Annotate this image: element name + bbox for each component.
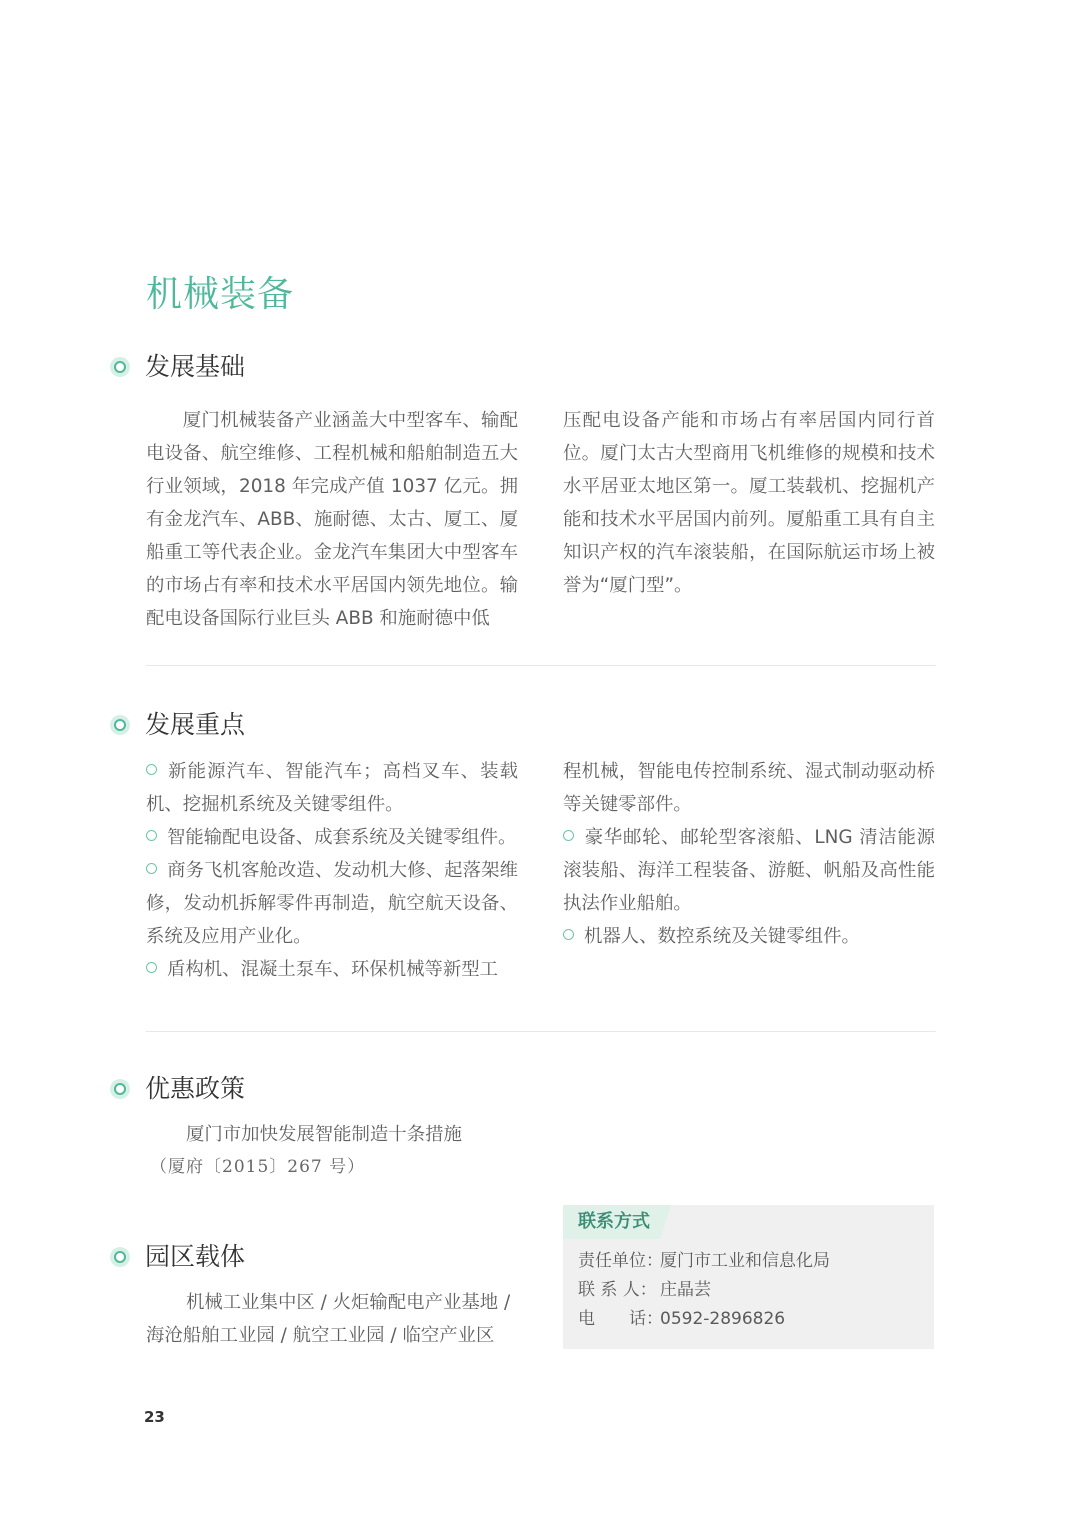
foundation-text-right: 压配电设备产能和市场占有率居国内同行首位。厦门太古大型商用飞机维修的规模和技术水平居亚太地区第一。厦工装载机、挖掘机产能和技术水平居国内前列。厦船重工具有自主知识产权的汽车滚装船，在国际航运市场上被誉为“厦门型”。 (563, 410, 935, 596)
contact-phone: 0592-2896826 (660, 1309, 786, 1329)
park-list-line: 机械工业集中区 / 火炬输配电产业基地 / (186, 1292, 511, 1313)
list-item: 盾构机、混凝土泵车、环保机械等新型工 (146, 953, 518, 986)
contact-unit-label: 责任单位： (578, 1251, 663, 1271)
target-bullet-icon (110, 357, 130, 377)
target-bullet-icon (110, 715, 130, 735)
circle-bullet-icon (146, 830, 157, 841)
page-number: 23 (144, 1408, 165, 1426)
list-item: 机器人、数控系统及关键零组件。 (563, 920, 935, 953)
policy-name: 厦门市加快发展智能制造十条措施 (186, 1124, 462, 1145)
contact-person-label: 联 系 人： (578, 1280, 657, 1300)
contact-unit: 厦门市工业和信息化局 (660, 1251, 830, 1271)
section-title: 发展基础 (145, 352, 246, 381)
circle-bullet-icon (146, 863, 157, 874)
park-list-line: 海沧船舶工业园 / 航空工业园 / 临空产业区 (146, 1325, 495, 1346)
list-item: 豪华邮轮、邮轮型客滚船、LNG 清洁能源滚装船、海洋工程装备、游艇、帆船及高性能执法作业船舶。 (563, 827, 935, 914)
contact-unit-row (578, 1247, 830, 1275)
list-item-continued: 程机械，智能电传控制系统、湿式制动驱动桥等关键零部件。 (563, 761, 935, 815)
contact-person-row (578, 1276, 711, 1304)
list-item: 新能源汽车、智能汽车；高档叉车、装载机、挖掘机系统及关键零组件。 (146, 761, 518, 815)
page-title: 机械装备 (146, 274, 295, 315)
contact-phone-label: 电 话： (578, 1309, 663, 1329)
circle-bullet-icon (146, 962, 157, 973)
policy-document-number: （厦府〔2015〕267 号） (150, 1157, 366, 1177)
focus-list-left (146, 755, 518, 986)
divider (146, 1031, 936, 1032)
foundation-text-left: 厦门机械装备产业涵盖大中型客车、输配电设备、航空维修、工程机械和船舶制造五大行业领域，2018 年完成产值 1037 亿元。拥有金龙汽车、ABB、施耐德、太古、厦工、厦船重工等代表企业。金龙汽车集团大中型客车的市场占有率和技术水平居国内领先地位。输配电设备国际行业巨头 ABB 和施耐德中低 (146, 410, 518, 629)
section-title: 发展重点 (145, 710, 246, 739)
focus-list-right (563, 755, 935, 953)
section-title: 优惠政策 (145, 1074, 246, 1103)
circle-bullet-icon (146, 764, 157, 775)
section-title: 园区载体 (145, 1242, 246, 1271)
target-bullet-icon (110, 1247, 130, 1267)
contact-box (563, 1205, 934, 1349)
list-item: 智能输配电设备、成套系统及关键零组件。 (146, 821, 518, 854)
circle-bullet-icon (563, 929, 574, 940)
contact-phone-row (578, 1305, 785, 1333)
contact-title: 联系方式 (578, 1211, 650, 1232)
list-item: 商务飞机客舱改造、发动机大修、起落架维修，发动机拆解零件再制造，航空航天设备、系统及应用产业化。 (146, 860, 518, 947)
target-bullet-icon (110, 1079, 130, 1099)
contact-person: 庄晶芸 (660, 1280, 711, 1300)
circle-bullet-icon (563, 830, 574, 841)
divider (146, 665, 936, 666)
